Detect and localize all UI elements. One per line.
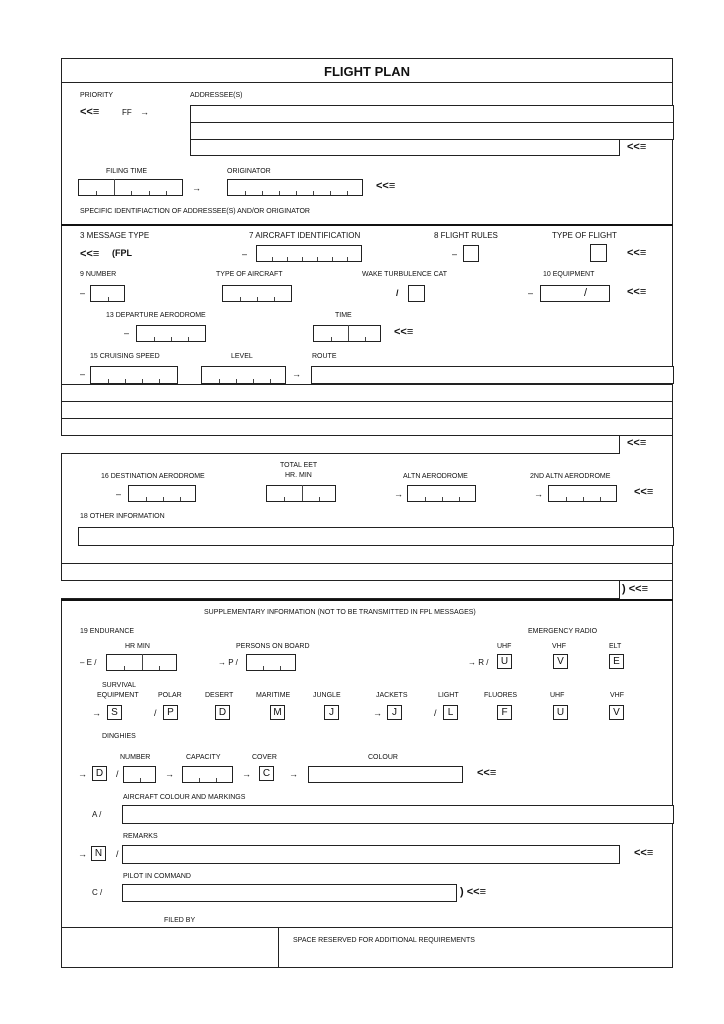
survival-equipment-label: EQUIPMENT [97, 692, 139, 699]
destination-field[interactable] [128, 485, 196, 502]
pilot-in-command-label: PILOT IN COMMAND [123, 873, 191, 880]
jungle-checkbox[interactable]: J [324, 705, 339, 720]
dinghy-number-label: NUMBER [120, 754, 151, 761]
page-title: FLIGHT PLAN [324, 64, 410, 79]
other-line [61, 563, 673, 564]
route-line [61, 401, 673, 402]
arrow-icon: → [165, 769, 174, 779]
end-marker: <<≡ [627, 247, 647, 259]
arrow-icon: → [192, 183, 201, 193]
altn2-aerodrome-label: 2ND ALTN AERODROME [530, 473, 611, 480]
wake-turbulence-label: WAKE TURBULENCE CAT [362, 271, 448, 278]
r-prefix: → R / [468, 658, 489, 667]
arrow-icon: → [92, 708, 101, 718]
end-marker: <<≡ [634, 486, 654, 498]
other-info-field-1[interactable] [78, 527, 674, 546]
dash: – [452, 249, 458, 259]
specific-identification-label: SPECIFIC IDENTIFIACTION OF ADDRESSEE(S) AND/OR ORIGINATOR [80, 208, 310, 215]
dinghy-capacity-field[interactable] [182, 766, 233, 783]
cover-checkbox[interactable]: C [259, 766, 274, 781]
light-label: LIGHT [438, 692, 459, 699]
other-information-label: 18 OTHER INFORMATION [80, 513, 165, 520]
title-divider [61, 82, 673, 83]
section-divider [61, 599, 673, 601]
jackets-checkbox[interactable]: J [387, 705, 402, 720]
end-marker: <<≡ [627, 286, 647, 298]
persons-on-board-label: PERSONS ON BOARD [236, 643, 310, 650]
end-marker: <<≡ [80, 106, 100, 118]
filing-time-field[interactable] [78, 179, 183, 196]
aircraft-id-field[interactable] [256, 245, 362, 262]
jackets-label: JACKETS [376, 692, 408, 699]
arrow-icon: → [292, 369, 301, 379]
arrow-icon: → [78, 769, 87, 779]
jungle-label: JUNGLE [313, 692, 341, 699]
time-label: TIME [335, 312, 352, 319]
addressees-label: ADDRESSEE(S) [190, 92, 243, 99]
a-prefix: A / [92, 810, 102, 819]
end-marker: <<≡ [634, 847, 654, 859]
altn2-aerodrome-field[interactable] [548, 485, 617, 502]
altn-aerodrome-label: ALTN AERODROME [403, 473, 468, 480]
space-reserved-label: SPACE RESERVED FOR ADDITIONAL REQUIREMENTS [293, 937, 475, 944]
dinghies-label: DINGHIES [102, 733, 136, 740]
other-info-field-last[interactable] [61, 580, 620, 599]
vhf-label: VHF [610, 692, 624, 699]
end-marker: <<≡ [376, 180, 396, 192]
equipment-field[interactable] [540, 285, 610, 302]
vhf-jacket-checkbox[interactable]: V [609, 705, 624, 720]
slash: / [116, 769, 119, 779]
end-marker: <<≡ [627, 437, 647, 449]
dinghy-cover-label: COVER [252, 754, 277, 761]
route-line [61, 384, 673, 385]
type-aircraft-field[interactable] [222, 285, 292, 302]
slash: / [116, 849, 119, 859]
ff-label: FF [122, 108, 132, 117]
maritime-checkbox[interactable]: M [270, 705, 285, 720]
arrow-icon: → [394, 489, 403, 499]
uhf-checkbox[interactable]: U [497, 654, 512, 669]
dash: – [528, 288, 534, 298]
filed-by-field[interactable] [62, 928, 277, 967]
light-checkbox[interactable]: L [443, 705, 458, 720]
number-label: 9 NUMBER [80, 271, 117, 278]
dash: – [124, 328, 130, 338]
remarks-field[interactable] [122, 845, 620, 864]
end-marker: <<≡ [394, 326, 414, 338]
persons-on-board-field[interactable] [246, 654, 296, 671]
uhf-label: UHF [497, 643, 512, 650]
end-marker: <<≡ [80, 248, 100, 260]
p-prefix: → P / [218, 658, 238, 667]
dash: – [80, 369, 86, 379]
route-field-last[interactable] [61, 435, 620, 454]
vhf-label: VHF [552, 643, 566, 650]
originator-field[interactable] [227, 179, 363, 196]
altn-aerodrome-field[interactable] [407, 485, 476, 502]
hr-min-label: HR. MIN [285, 472, 312, 479]
cruising-speed-label: 15 CRUISING SPEED [90, 353, 160, 360]
section-divider [61, 224, 673, 226]
maritime-label: MARITIME [256, 692, 291, 699]
arrow-icon: → [373, 708, 382, 718]
arrow-icon: → [289, 769, 298, 779]
fluores-checkbox[interactable]: F [497, 705, 512, 720]
uhf-jacket-checkbox[interactable]: U [553, 705, 568, 720]
aircraft-id-label: 7 AIRCRAFT IDENTIFICATION [249, 231, 361, 240]
fluores-label: FLUORES [484, 692, 518, 699]
departure-field[interactable] [136, 325, 206, 342]
arrow-icon: → [534, 489, 543, 499]
elt-checkbox[interactable]: E [609, 654, 624, 669]
arrow-icon: → [242, 769, 251, 779]
type-of-flight-label: TYPE OF FLIGHT [552, 231, 617, 240]
emergency-radio-label: EMERGENCY RADIO [528, 628, 598, 635]
equipment-label: 10 EQUIPMENT [543, 271, 595, 278]
pilot-in-command-field[interactable] [122, 884, 457, 902]
arrow-icon: → [78, 849, 87, 859]
level-label: LEVEL [231, 353, 253, 360]
destination-label: 16 DESTINATION AERODROME [101, 473, 205, 480]
dash: – [80, 288, 86, 298]
level-field[interactable] [201, 366, 286, 384]
endurance-field[interactable] [106, 654, 177, 671]
total-eet-label: TOTAL EET [280, 462, 318, 469]
dinghy-colour-field[interactable] [308, 766, 463, 783]
filing-time-label: FILING TIME [106, 168, 148, 175]
elt-label: ELT [609, 643, 622, 650]
total-eet-field[interactable] [266, 485, 336, 502]
number-field[interactable] [90, 285, 125, 302]
route-field-1[interactable] [311, 366, 674, 384]
wake-turbulence-field[interactable] [408, 285, 425, 302]
remarks-label: REMARKS [123, 833, 158, 840]
originator-label: ORIGINATOR [227, 168, 271, 175]
dinghy-capacity-label: CAPACITY [186, 754, 221, 761]
dash: – [116, 489, 122, 499]
slash: / [396, 288, 399, 298]
slash: / [154, 708, 157, 718]
addressee-field-1[interactable] [190, 105, 674, 123]
end-marker: <<≡ [627, 141, 647, 153]
c-prefix: C / [92, 888, 103, 897]
supplementary-heading: SUPPLEMENTARY INFORMATION (NOT TO BE TRANSMITTED IN FPL MESSAGES) [204, 609, 476, 616]
arrow-icon: → [140, 107, 149, 117]
slash: / [434, 708, 437, 718]
priority-label: PRIORITY [80, 92, 114, 99]
slash: / [584, 287, 588, 299]
dinghies-checkbox[interactable]: D [92, 766, 107, 781]
desert-label: DESERT [205, 692, 234, 699]
flight-rules-field[interactable] [463, 245, 479, 262]
addressee-field-2[interactable] [190, 122, 674, 140]
end-marker: ) <<≡ [460, 886, 486, 898]
polar-checkbox[interactable]: P [163, 705, 178, 720]
dash: – [242, 249, 248, 259]
addressee-field-3[interactable] [190, 139, 620, 156]
time-field[interactable] [313, 325, 381, 342]
remarks-checkbox[interactable]: N [91, 846, 106, 861]
footer-separator [278, 927, 279, 968]
survival-label: SURVIVAL [102, 682, 136, 689]
survival-s-checkbox[interactable]: S [107, 705, 122, 720]
departure-label: 13 DEPARTURE AERODROME [106, 312, 206, 319]
message-type-label: 3 MESSAGE TYPE [80, 231, 150, 240]
aircraft-colour-field[interactable] [122, 805, 674, 824]
endurance-label: 19 ENDURANCE [80, 628, 135, 635]
end-marker: ) <<≡ [622, 583, 648, 595]
cruising-speed-field[interactable] [90, 366, 178, 384]
dinghy-number-field[interactable] [123, 766, 156, 783]
polar-label: POLAR [158, 692, 182, 699]
type-aircraft-label: TYPE OF AIRCRAFT [216, 271, 283, 278]
filed-by-label: FILED BY [164, 917, 196, 924]
route-line [61, 418, 673, 419]
end-marker: <<≡ [477, 767, 497, 779]
aircraft-colour-label: AIRCRAFT COLOUR AND MARKINGS [123, 794, 246, 801]
flight-rules-label: 8 FLIGHT RULES [434, 231, 498, 240]
uhf-label: UHF [550, 692, 565, 699]
e-prefix: – E / [80, 658, 97, 667]
desert-checkbox[interactable]: D [215, 705, 230, 720]
hr-min-label: HR MIN [125, 643, 150, 650]
type-of-flight-field[interactable] [590, 244, 607, 262]
vhf-checkbox[interactable]: V [553, 654, 568, 669]
fpl-label: (FPL [112, 248, 132, 258]
route-label: ROUTE [312, 353, 337, 360]
dinghy-colour-label: COLOUR [368, 754, 398, 761]
